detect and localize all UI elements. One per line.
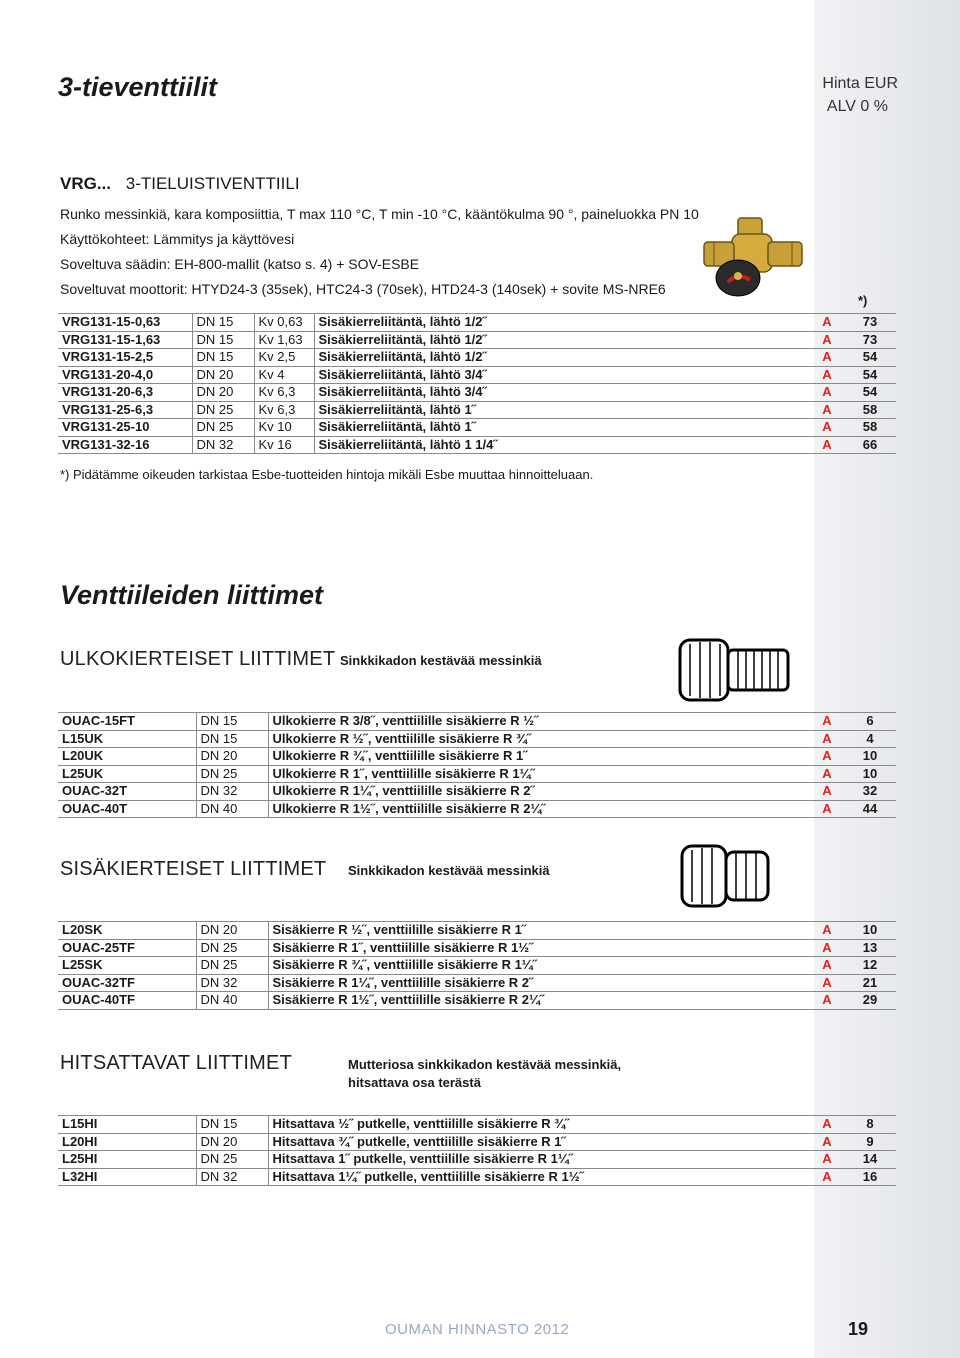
spec-line: Soveltuva säädin: EH-800-mallit (katso s. 4) + SOV-ESBE [60, 256, 420, 272]
product-code: L20UK [58, 748, 196, 766]
spec-line: Käyttökohteet: Lämmitys ja käyttövesi [60, 231, 295, 247]
nominal-size: DN 25 [196, 939, 268, 957]
page-title: 3-tieventtiilit [58, 72, 218, 102]
price-class: A [810, 730, 844, 748]
product-code: OUAC-32TF [58, 974, 196, 992]
kv-value: Kv 2,5 [254, 349, 314, 367]
price-class: A [810, 748, 844, 766]
nominal-size: DN 32 [196, 783, 268, 801]
price-class: A [810, 436, 844, 454]
price-class: A [810, 1168, 844, 1186]
price-value: 10 [844, 748, 896, 766]
female-fittings-table [58, 921, 896, 1010]
product-code: OUAC-15FT [58, 713, 196, 731]
nominal-size: DN 32 [192, 436, 254, 454]
price-header-currency: Hinta EUR [822, 75, 898, 92]
price-class: A [810, 349, 844, 367]
product-description: Sisäkierre R 1½˝, venttiilille sisäkierre R 2¼˝ [268, 992, 810, 1010]
price-class: A [810, 957, 844, 975]
product-code: VRG131-15-2,5 [58, 349, 192, 367]
nominal-size: DN 25 [192, 401, 254, 419]
product-code-prefix: VRG... [60, 174, 112, 193]
price-value: 9 [844, 1133, 896, 1151]
price-class: A [810, 783, 844, 801]
price-value: 10 [844, 765, 896, 783]
price-class: A [810, 331, 844, 349]
price-value: 13 [844, 939, 896, 957]
subsection-description: Sinkkikadon kestävää messinkiä [348, 863, 550, 878]
nominal-size: DN 20 [196, 1133, 268, 1151]
product-description: Sisäkierreliitäntä, lähtö 3/4˝ [314, 384, 810, 402]
price-header-vat: ALV 0 % [826, 98, 888, 115]
table-row [58, 992, 896, 1010]
table-row [58, 384, 896, 402]
product-code: L20HI [58, 1133, 196, 1151]
nominal-size: DN 25 [196, 765, 268, 783]
product-description: Sisäkierreliitäntä, lähtö 1/2˝ [314, 331, 810, 349]
price-class: A [810, 800, 844, 818]
price-value: 14 [844, 1151, 896, 1169]
nominal-size: DN 32 [196, 974, 268, 992]
table-row [58, 939, 896, 957]
subsection-description: Sinkkikadon kestävää messinkiä [340, 653, 542, 668]
product-code: L15UK [58, 730, 196, 748]
product-description: Sisäkierreliitäntä, lähtö 1 1/4˝ [314, 436, 810, 454]
table-row [58, 713, 896, 731]
product-description: Sisäkierre R ½˝, venttiilille sisäkierre R 1˝ [268, 922, 810, 940]
product-code: L25SK [58, 957, 196, 975]
valve-price-table [58, 313, 896, 454]
price-value: 73 [844, 331, 896, 349]
kv-value: Kv 6,3 [254, 384, 314, 402]
nominal-size: DN 20 [196, 748, 268, 766]
product-description: Hitsattava 1¼˝ putkelle, venttiilille sisäkierre R 1½˝ [268, 1168, 810, 1186]
table-row [58, 748, 896, 766]
price-class: A [810, 1151, 844, 1169]
kv-value: Kv 0,63 [254, 314, 314, 332]
nominal-size: DN 15 [192, 331, 254, 349]
table-row [58, 974, 896, 992]
table-row [58, 783, 896, 801]
price-class: A [810, 366, 844, 384]
price-class: A [810, 384, 844, 402]
nominal-size: DN 15 [192, 314, 254, 332]
nominal-size: DN 25 [192, 419, 254, 437]
nominal-size: DN 15 [192, 349, 254, 367]
product-code: L15HI [58, 1116, 196, 1134]
price-class: A [810, 713, 844, 731]
table-row [58, 349, 896, 367]
product-description: Sisäkierreliitäntä, lähtö 1˝ [314, 401, 810, 419]
table-row [58, 436, 896, 454]
price-class: A [810, 1133, 844, 1151]
product-description: Ulkokierre R ¾˝, venttiilille sisäkierre R 1˝ [268, 748, 810, 766]
subsection-description-line: hitsattava osa terästä [348, 1075, 481, 1090]
price-value: 6 [844, 713, 896, 731]
table-row [58, 401, 896, 419]
product-code: VRG131-25-6,3 [58, 401, 192, 419]
product-description: Hitsattava ¾˝ putkelle, venttiilille sisäkierre R 1˝ [268, 1133, 810, 1151]
product-code: OUAC-25TF [58, 939, 196, 957]
table-row [58, 1116, 896, 1134]
spec-line: Runko messinkiä, kara komposiittia, T max 110 °C, T min -10 °C, kääntökulma 90 °, paineluokka PN 10 [60, 206, 699, 222]
nominal-size: DN 20 [196, 922, 268, 940]
price-value: 58 [844, 419, 896, 437]
product-code: VRG131-20-4,0 [58, 366, 192, 384]
table-row [58, 1133, 896, 1151]
product-description: Ulkokierre R 1½˝, venttiilille sisäkierre R 2¼˝ [268, 800, 810, 818]
page-number: 19 [848, 1319, 869, 1339]
product-code: OUAC-40TF [58, 992, 196, 1010]
price-value: 54 [844, 349, 896, 367]
product-code: OUAC-32T [58, 783, 196, 801]
female-fitting-image [678, 840, 774, 912]
nominal-size: DN 20 [192, 366, 254, 384]
male-fittings-table [58, 712, 896, 818]
nominal-size: DN 25 [196, 1151, 268, 1169]
product-description: Hitsattava 1˝ putkelle, venttiilille sisäkierre R 1¼˝ [268, 1151, 810, 1169]
nominal-size: DN 15 [196, 1116, 268, 1134]
product-description: Ulkokierre R ½˝, venttiilille sisäkierre R ¾˝ [268, 730, 810, 748]
footnote: *) Pidätämme oikeuden tarkistaa Esbe-tuotteiden hintoja mikäli Esbe muuttaa hinnoitteluaan. [60, 467, 594, 482]
welded-fittings-table [58, 1115, 896, 1186]
three-way-valve-image [700, 212, 810, 304]
footer-title: OUMAN HINNASTO 2012 [385, 1321, 570, 1338]
table-row [58, 1151, 896, 1169]
price-class: A [810, 939, 844, 957]
product-description: Sisäkierre R 1˝, venttiilille sisäkierre R 1½˝ [268, 939, 810, 957]
kv-value: Kv 1,63 [254, 331, 314, 349]
nominal-size: DN 15 [196, 730, 268, 748]
kv-value: Kv 16 [254, 436, 314, 454]
nominal-size: DN 25 [196, 957, 268, 975]
table-row [58, 765, 896, 783]
product-description: Hitsattava ½˝ putkelle, venttiilille sisäkierre R ¾˝ [268, 1116, 810, 1134]
price-class: A [810, 922, 844, 940]
spec-line: Soveltuvat moottorit: HTYD24-3 (35sek), HTC24-3 (70sek), HTD24-3 (140sek) + sovite MS-NRE6 [60, 281, 666, 297]
price-class: A [810, 974, 844, 992]
table-row [58, 366, 896, 384]
product-code: OUAC-40T [58, 800, 196, 818]
nominal-size: DN 40 [196, 800, 268, 818]
price-value: 21 [844, 974, 896, 992]
table-row [58, 419, 896, 437]
product-description: Sisäkierreliitäntä, lähtö 1/2˝ [314, 314, 810, 332]
product-description: Ulkokierre R 3/8˝, venttiilille sisäkierre R ½˝ [268, 713, 810, 731]
product-code: L20SK [58, 922, 196, 940]
price-value: 10 [844, 922, 896, 940]
product-code: L25HI [58, 1151, 196, 1169]
kv-value: Kv 6,3 [254, 401, 314, 419]
price-class: A [810, 419, 844, 437]
price-value: 32 [844, 783, 896, 801]
product-description: Sisäkierre R ¾˝, venttiilille sisäkierre R 1¼˝ [268, 957, 810, 975]
product-code: VRG131-25-10 [58, 419, 192, 437]
product-description: Ulkokierre R 1˝, venttiilille sisäkierre R 1¼˝ [268, 765, 810, 783]
subsection-description [348, 1056, 621, 1092]
price-footnote-marker: *) [858, 293, 868, 308]
product-code: VRG131-15-0,63 [58, 314, 192, 332]
section-title: Venttiileiden liittimet [60, 580, 324, 610]
nominal-size: DN 32 [196, 1168, 268, 1186]
price-class: A [810, 992, 844, 1010]
price-value: 12 [844, 957, 896, 975]
table-row [58, 730, 896, 748]
table-row [58, 922, 896, 940]
product-heading [60, 174, 300, 194]
price-value: 44 [844, 800, 896, 818]
price-value: 8 [844, 1116, 896, 1134]
price-class: A [810, 1116, 844, 1134]
price-value: 4 [844, 730, 896, 748]
product-description: Sisäkierreliitäntä, lähtö 3/4˝ [314, 366, 810, 384]
subsection-heading: ULKOKIERTEISET LIITTIMET [60, 648, 336, 670]
price-class: A [810, 765, 844, 783]
price-value: 16 [844, 1168, 896, 1186]
product-description: Sisäkierreliitäntä, lähtö 1/2˝ [314, 349, 810, 367]
table-row [58, 957, 896, 975]
price-value: 54 [844, 384, 896, 402]
product-code: L25UK [58, 765, 196, 783]
subsection-heading: SISÄKIERTEISET LIITTIMET [60, 858, 327, 880]
subsection-description-line: Mutteriosa sinkkikadon kestävää messinkiä, [348, 1057, 622, 1072]
price-value: 29 [844, 992, 896, 1010]
nominal-size: DN 40 [196, 992, 268, 1010]
product-description: Sisäkierreliitäntä, lähtö 1˝ [314, 419, 810, 437]
product-heading-text: 3-TIELUISTIVENTTIILI [125, 174, 300, 193]
product-description: Ulkokierre R 1¼˝, venttiilille sisäkierre R 2˝ [268, 783, 810, 801]
price-class: A [810, 314, 844, 332]
price-value: 66 [844, 436, 896, 454]
table-row [58, 800, 896, 818]
nominal-size: DN 15 [196, 713, 268, 731]
product-code: VRG131-32-16 [58, 436, 192, 454]
price-value: 73 [844, 314, 896, 332]
product-description: Sisäkierre R 1¼˝, venttiilille sisäkierre R 2˝ [268, 974, 810, 992]
product-code: VRG131-15-1,63 [58, 331, 192, 349]
male-fitting-image [676, 634, 800, 706]
nominal-size: DN 20 [192, 384, 254, 402]
price-class: A [810, 401, 844, 419]
price-value: 54 [844, 366, 896, 384]
subsection-heading: HITSATTAVAT LIITTIMET [60, 1052, 292, 1074]
table-row [58, 314, 896, 332]
product-code: VRG131-20-6,3 [58, 384, 192, 402]
kv-value: Kv 4 [254, 366, 314, 384]
table-row [58, 1168, 896, 1186]
product-code: L32HI [58, 1168, 196, 1186]
kv-value: Kv 10 [254, 419, 314, 437]
price-value: 58 [844, 401, 896, 419]
table-row [58, 331, 896, 349]
